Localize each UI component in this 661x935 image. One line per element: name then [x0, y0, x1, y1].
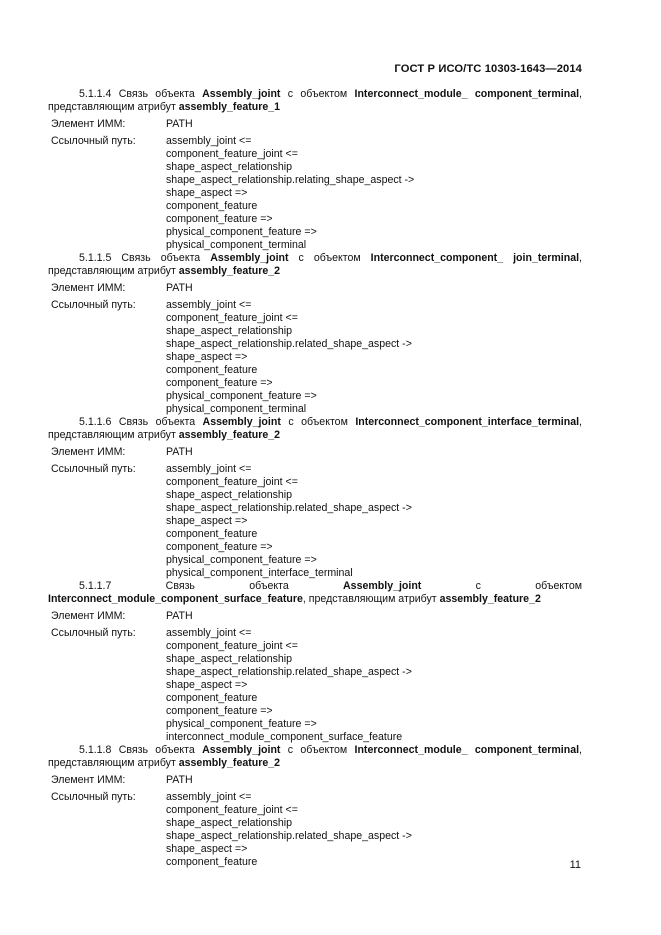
page-number: 11 — [569, 859, 581, 871]
path-line: physical_component_feature => — [166, 554, 317, 566]
imm-row — [48, 610, 582, 623]
path-line: component_feature_joint <= — [166, 640, 298, 652]
text-run: , — [579, 744, 582, 756]
path-line: shape_aspect => — [166, 843, 248, 855]
text-run: , представляющим атрибут — [302, 593, 440, 605]
path-line: shape_aspect => — [166, 679, 248, 691]
imm-label: Элемент ИММ: — [51, 610, 126, 622]
text-run: Assembly_joint — [202, 744, 281, 756]
imm-value: PATH — [166, 446, 193, 458]
path-line: shape_aspect_relationship — [166, 325, 293, 337]
section — [48, 88, 582, 252]
imm-row — [48, 118, 582, 131]
reference-path-row — [48, 791, 582, 869]
text-run: Interconnect_component_interface_terminal — [355, 416, 580, 428]
text-run: Interconnect_module_ component_terminal — [354, 744, 580, 756]
path-line: assembly_joint <= — [166, 299, 252, 311]
path-line: assembly_joint <= — [166, 791, 252, 803]
path-line: shape_aspect => — [166, 515, 248, 527]
text-run: assembly_feature_1 — [178, 101, 281, 113]
path-line: physical_component_feature => — [166, 718, 317, 730]
text-run: представляющим атрибут — [48, 101, 179, 113]
section — [48, 252, 582, 416]
path-line: component_feature_joint <= — [166, 476, 298, 488]
section-title-line — [48, 744, 582, 757]
text-run: Interconnect_module_component_surface_feature — [48, 593, 303, 605]
path-line: physical_component_terminal — [166, 403, 307, 415]
section-title-line — [48, 757, 582, 770]
text-run: Assembly_joint — [210, 252, 289, 264]
section-title-line — [48, 429, 582, 442]
text-run: с объектом — [280, 744, 355, 756]
path-line: assembly_joint <= — [166, 463, 252, 475]
section-title-line — [48, 416, 582, 429]
path-line: component_feature — [166, 856, 258, 868]
path-line: shape_aspect_relationship — [166, 653, 293, 665]
text-run: assembly_feature_2 — [178, 429, 281, 441]
text-run: assembly_feature_2 — [178, 757, 281, 769]
path-line: shape_aspect_relationship.related_shape_aspect -> — [166, 502, 412, 514]
imm-value: PATH — [166, 774, 193, 786]
reference-path-label: Ссылочный путь: — [51, 627, 136, 639]
imm-value: PATH — [166, 118, 193, 130]
path-line: component_feature — [166, 528, 258, 540]
path-line: assembly_joint <= — [166, 627, 252, 639]
text-run: assembly_feature_2 — [178, 265, 281, 277]
text-run: 5.1.1.7 Связь объекта — [79, 580, 344, 592]
reference-path-lines — [166, 627, 582, 744]
imm-label: Элемент ИММ: — [51, 118, 126, 130]
text-run: , — [579, 88, 582, 100]
reference-path-label: Ссылочный путь: — [51, 299, 136, 311]
imm-label: Элемент ИММ: — [51, 774, 126, 786]
reference-path-row — [48, 299, 582, 416]
text-run: Assembly_joint — [202, 416, 281, 428]
imm-value: PATH — [166, 282, 193, 294]
path-line: shape_aspect_relationship.related_shape_aspect -> — [166, 830, 412, 842]
sections-container — [48, 88, 582, 869]
text-run: с объектом — [280, 416, 356, 428]
reference-path-row — [48, 463, 582, 580]
text-run: Interconnect_component_ join_terminal — [370, 252, 580, 264]
text-run: с объектом — [280, 88, 355, 100]
reference-path-lines — [166, 135, 582, 252]
path-line: shape_aspect => — [166, 187, 248, 199]
text-run: Interconnect_module_ component_terminal — [354, 88, 580, 100]
path-line: shape_aspect_relationship.related_shape_aspect -> — [166, 666, 412, 678]
reference-path-label: Ссылочный путь: — [51, 135, 136, 147]
section — [48, 416, 582, 580]
text-run: представляющим атрибут — [48, 757, 179, 769]
path-line: shape_aspect_relationship.related_shape_aspect -> — [166, 338, 412, 350]
text-run: , — [579, 252, 582, 264]
text-run: Assembly_joint — [343, 580, 422, 592]
section-title-line — [48, 265, 582, 278]
section-title-line — [48, 101, 582, 114]
text-run: 5.1.1.6 Связь объекта — [79, 416, 203, 428]
reference-path-label: Ссылочный путь: — [51, 791, 136, 803]
section — [48, 744, 582, 869]
text-run: 5.1.1.8 Связь объекта — [79, 744, 203, 756]
section-title-line — [48, 252, 582, 265]
imm-label: Элемент ИММ: — [51, 282, 126, 294]
path-line: component_feature — [166, 200, 258, 212]
section-title-line — [48, 580, 582, 593]
reference-path-row — [48, 135, 582, 252]
section-title-line — [48, 88, 582, 101]
reference-path-lines — [166, 791, 582, 869]
text-run: assembly_feature_2 — [439, 593, 541, 605]
path-line: component_feature => — [166, 213, 273, 225]
text-run: представляющим атрибут — [48, 265, 179, 277]
text-run: , — [579, 416, 582, 428]
text-run: 5.1.1.4 Связь объекта — [79, 88, 203, 100]
section-title-line — [48, 593, 582, 606]
imm-label: Элемент ИММ: — [51, 446, 126, 458]
path-line: component_feature_joint <= — [166, 312, 298, 324]
path-line: shape_aspect => — [166, 351, 248, 363]
path-line: component_feature => — [166, 705, 273, 717]
path-line: assembly_joint <= — [166, 135, 252, 147]
path-line: physical_component_terminal — [166, 239, 307, 251]
reference-path-lines — [166, 299, 582, 416]
text-run: с объектом — [288, 252, 371, 264]
section — [48, 580, 582, 744]
path-line: shape_aspect_relationship — [166, 161, 293, 173]
reference-path-label: Ссылочный путь: — [51, 463, 136, 475]
path-line: component_feature — [166, 692, 258, 704]
path-line: shape_aspect_relationship.relating_shape_aspect -> — [166, 174, 415, 186]
imm-row — [48, 282, 582, 295]
path-line: component_feature => — [166, 541, 273, 553]
imm-value: PATH — [166, 610, 193, 622]
path-line: physical_component_feature => — [166, 390, 317, 402]
path-line: shape_aspect_relationship — [166, 817, 293, 829]
path-line: component_feature_joint <= — [166, 148, 298, 160]
path-line: physical_component_feature => — [166, 226, 317, 238]
text-run: 5.1.1.5 Связь объекта — [79, 252, 211, 264]
reference-path-row — [48, 627, 582, 744]
imm-row — [48, 446, 582, 459]
path-line: component_feature_joint <= — [166, 804, 298, 816]
path-line: component_feature => — [166, 377, 273, 389]
path-line: physical_component_interface_terminal — [166, 567, 353, 579]
path-line: component_feature — [166, 364, 258, 376]
path-line: interconnect_module_component_surface_feature — [166, 731, 403, 743]
reference-path-lines — [166, 463, 582, 580]
imm-row — [48, 774, 582, 787]
text-run: представляющим атрибут — [48, 429, 179, 441]
path-line: shape_aspect_relationship — [166, 489, 293, 501]
text-run: с объектом — [421, 580, 582, 592]
document-header: ГОСТ Р ИСО/ТС 10303-1643—2014 — [394, 63, 582, 75]
text-run: Assembly_joint — [202, 88, 281, 100]
